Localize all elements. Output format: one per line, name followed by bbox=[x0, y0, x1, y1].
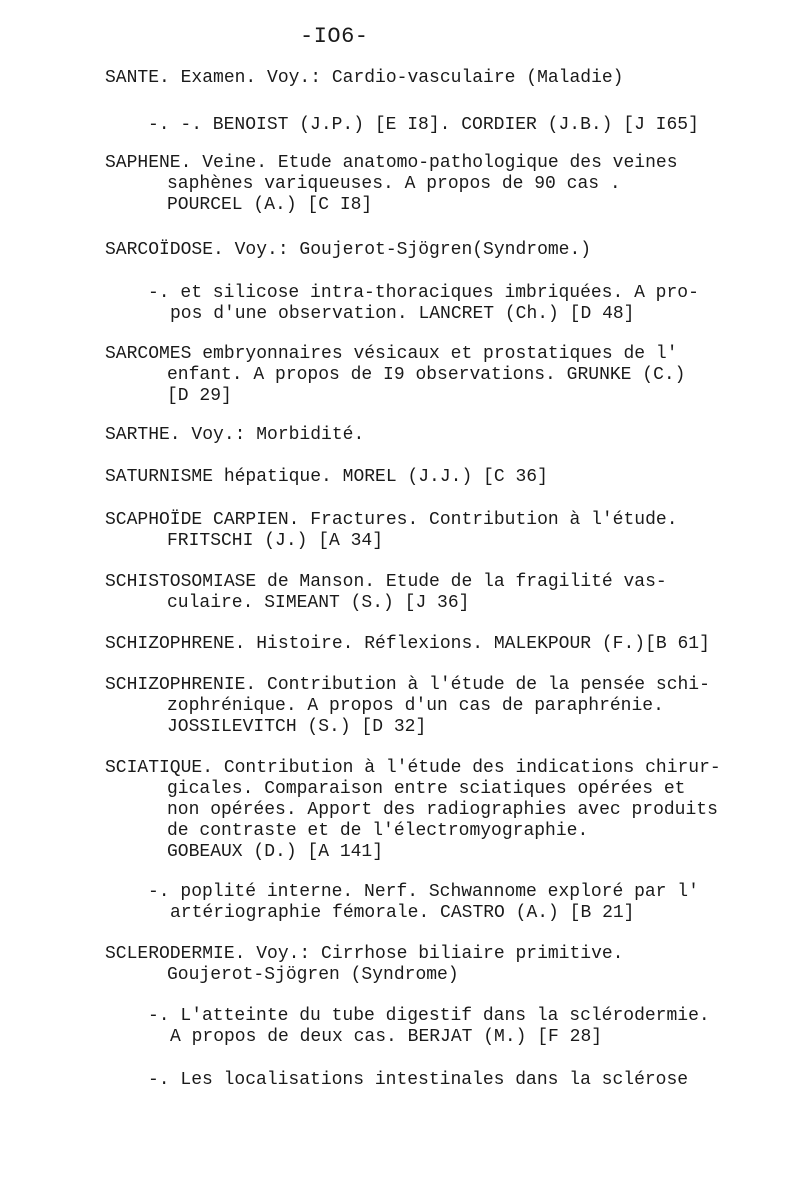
entry-line: SARCOMES embryonnaires vésicaux et prostatiques de l' bbox=[105, 344, 678, 364]
entry-line: SCAPHOÏDE CARPIEN. Fractures. Contribution à l'étude. bbox=[105, 510, 678, 530]
entry-sante-sub bbox=[148, 115, 699, 136]
entry-line: saphènes variqueuses. A propos de 90 cas . bbox=[167, 174, 621, 194]
entry-line: SANTE. Examen. Voy.: Cardio-vasculaire (Maladie) bbox=[105, 68, 624, 88]
entry-schistosomiase bbox=[105, 572, 667, 614]
entry-line: -. et silicose intra-thoraciques imbriquées. A pro- bbox=[148, 283, 699, 303]
entry-saturnisme bbox=[105, 467, 548, 488]
entry-line: SCIATIQUE. Contribution à l'étude des indications chirur- bbox=[105, 758, 721, 778]
entry-sclerodermie bbox=[105, 944, 623, 986]
entry-line: SCHIZOPHRENIE. Contribution à l'étude de la pensée schi- bbox=[105, 675, 710, 695]
entry-line: enfant. A propos de I9 observations. GRUNKE (C.) bbox=[167, 365, 686, 385]
entry-line: SATURNISME hépatique. MOREL (J.J.) [C 36] bbox=[105, 467, 548, 487]
entry-line: de contraste et de l'électromyographie. bbox=[167, 821, 589, 841]
entry-schizophrenie bbox=[105, 675, 710, 738]
entry-sclerodermie-sub-1 bbox=[148, 1006, 710, 1048]
entry-line: SARCOÏDOSE. Voy.: Goujerot-Sjögren(Syndrome.) bbox=[105, 240, 592, 260]
entry-sante bbox=[105, 68, 623, 89]
entry-sarcoidose-sub bbox=[148, 283, 699, 325]
entry-line: -. L'atteinte du tube digestif dans la sclérodermie. bbox=[148, 1006, 710, 1026]
entry-line: pos d'une observation. LANCRET (Ch.) [D 48] bbox=[170, 304, 635, 324]
entry-line: POURCEL (A.) [C I8] bbox=[167, 195, 373, 215]
entry-schizophrene bbox=[105, 634, 710, 655]
entry-line: FRITSCHI (J.) [A 34] bbox=[167, 531, 384, 551]
page-number: -IO6- bbox=[300, 24, 369, 49]
entry-line: SARTHE. Voy.: Morbidité. bbox=[105, 425, 365, 445]
entry-scaphoide bbox=[105, 510, 678, 552]
entry-sciatique-sub bbox=[148, 882, 699, 924]
entry-line: culaire. SIMEANT (S.) [J 36] bbox=[167, 593, 470, 613]
entry-sarthe bbox=[105, 425, 364, 446]
entry-line: -. -. BENOIST (J.P.) [E I8]. CORDIER (J.B.) [J I65] bbox=[148, 115, 699, 135]
entry-line: [D 29] bbox=[167, 386, 232, 406]
entry-line: artériographie fémorale. CASTRO (A.) [B 21] bbox=[170, 903, 635, 923]
entry-line: -. Les localisations intestinales dans la sclérose bbox=[148, 1070, 689, 1090]
entry-line: non opérées. Apport des radiographies avec produits bbox=[167, 800, 718, 820]
entry-line: SCHISTOSOMIASE de Manson. Etude de la fragilité vas- bbox=[105, 572, 667, 592]
entry-sarcoidose bbox=[105, 240, 591, 261]
entry-line: SCLERODERMIE. Voy.: Cirrhose biliaire primitive. bbox=[105, 944, 624, 964]
entry-line: gicales. Comparaison entre sciatiques opérées et bbox=[167, 779, 686, 799]
entry-sarcomes bbox=[105, 344, 685, 407]
entry-line: JOSSILEVITCH (S.) [D 32] bbox=[167, 717, 427, 737]
entry-sclerodermie-sub-2 bbox=[148, 1070, 688, 1091]
entry-sciatique bbox=[105, 758, 721, 863]
entry-line: Goujerot-Sjögren (Syndrome) bbox=[167, 965, 459, 985]
entry-line: zophrénique. A propos d'un cas de paraphrénie. bbox=[167, 696, 664, 716]
entry-saphene bbox=[105, 153, 678, 216]
entry-line: SCHIZOPHRENE. Histoire. Réflexions. MALEKPOUR (F.)[B 61] bbox=[105, 634, 710, 654]
entry-line: GOBEAUX (D.) [A 141] bbox=[167, 842, 384, 862]
entry-line: -. poplité interne. Nerf. Schwannome exploré par l' bbox=[148, 882, 699, 902]
entry-line: A propos de deux cas. BERJAT (M.) [F 28] bbox=[170, 1027, 603, 1047]
entry-line: SAPHENE. Veine. Etude anatomo-pathologique des veines bbox=[105, 153, 678, 173]
